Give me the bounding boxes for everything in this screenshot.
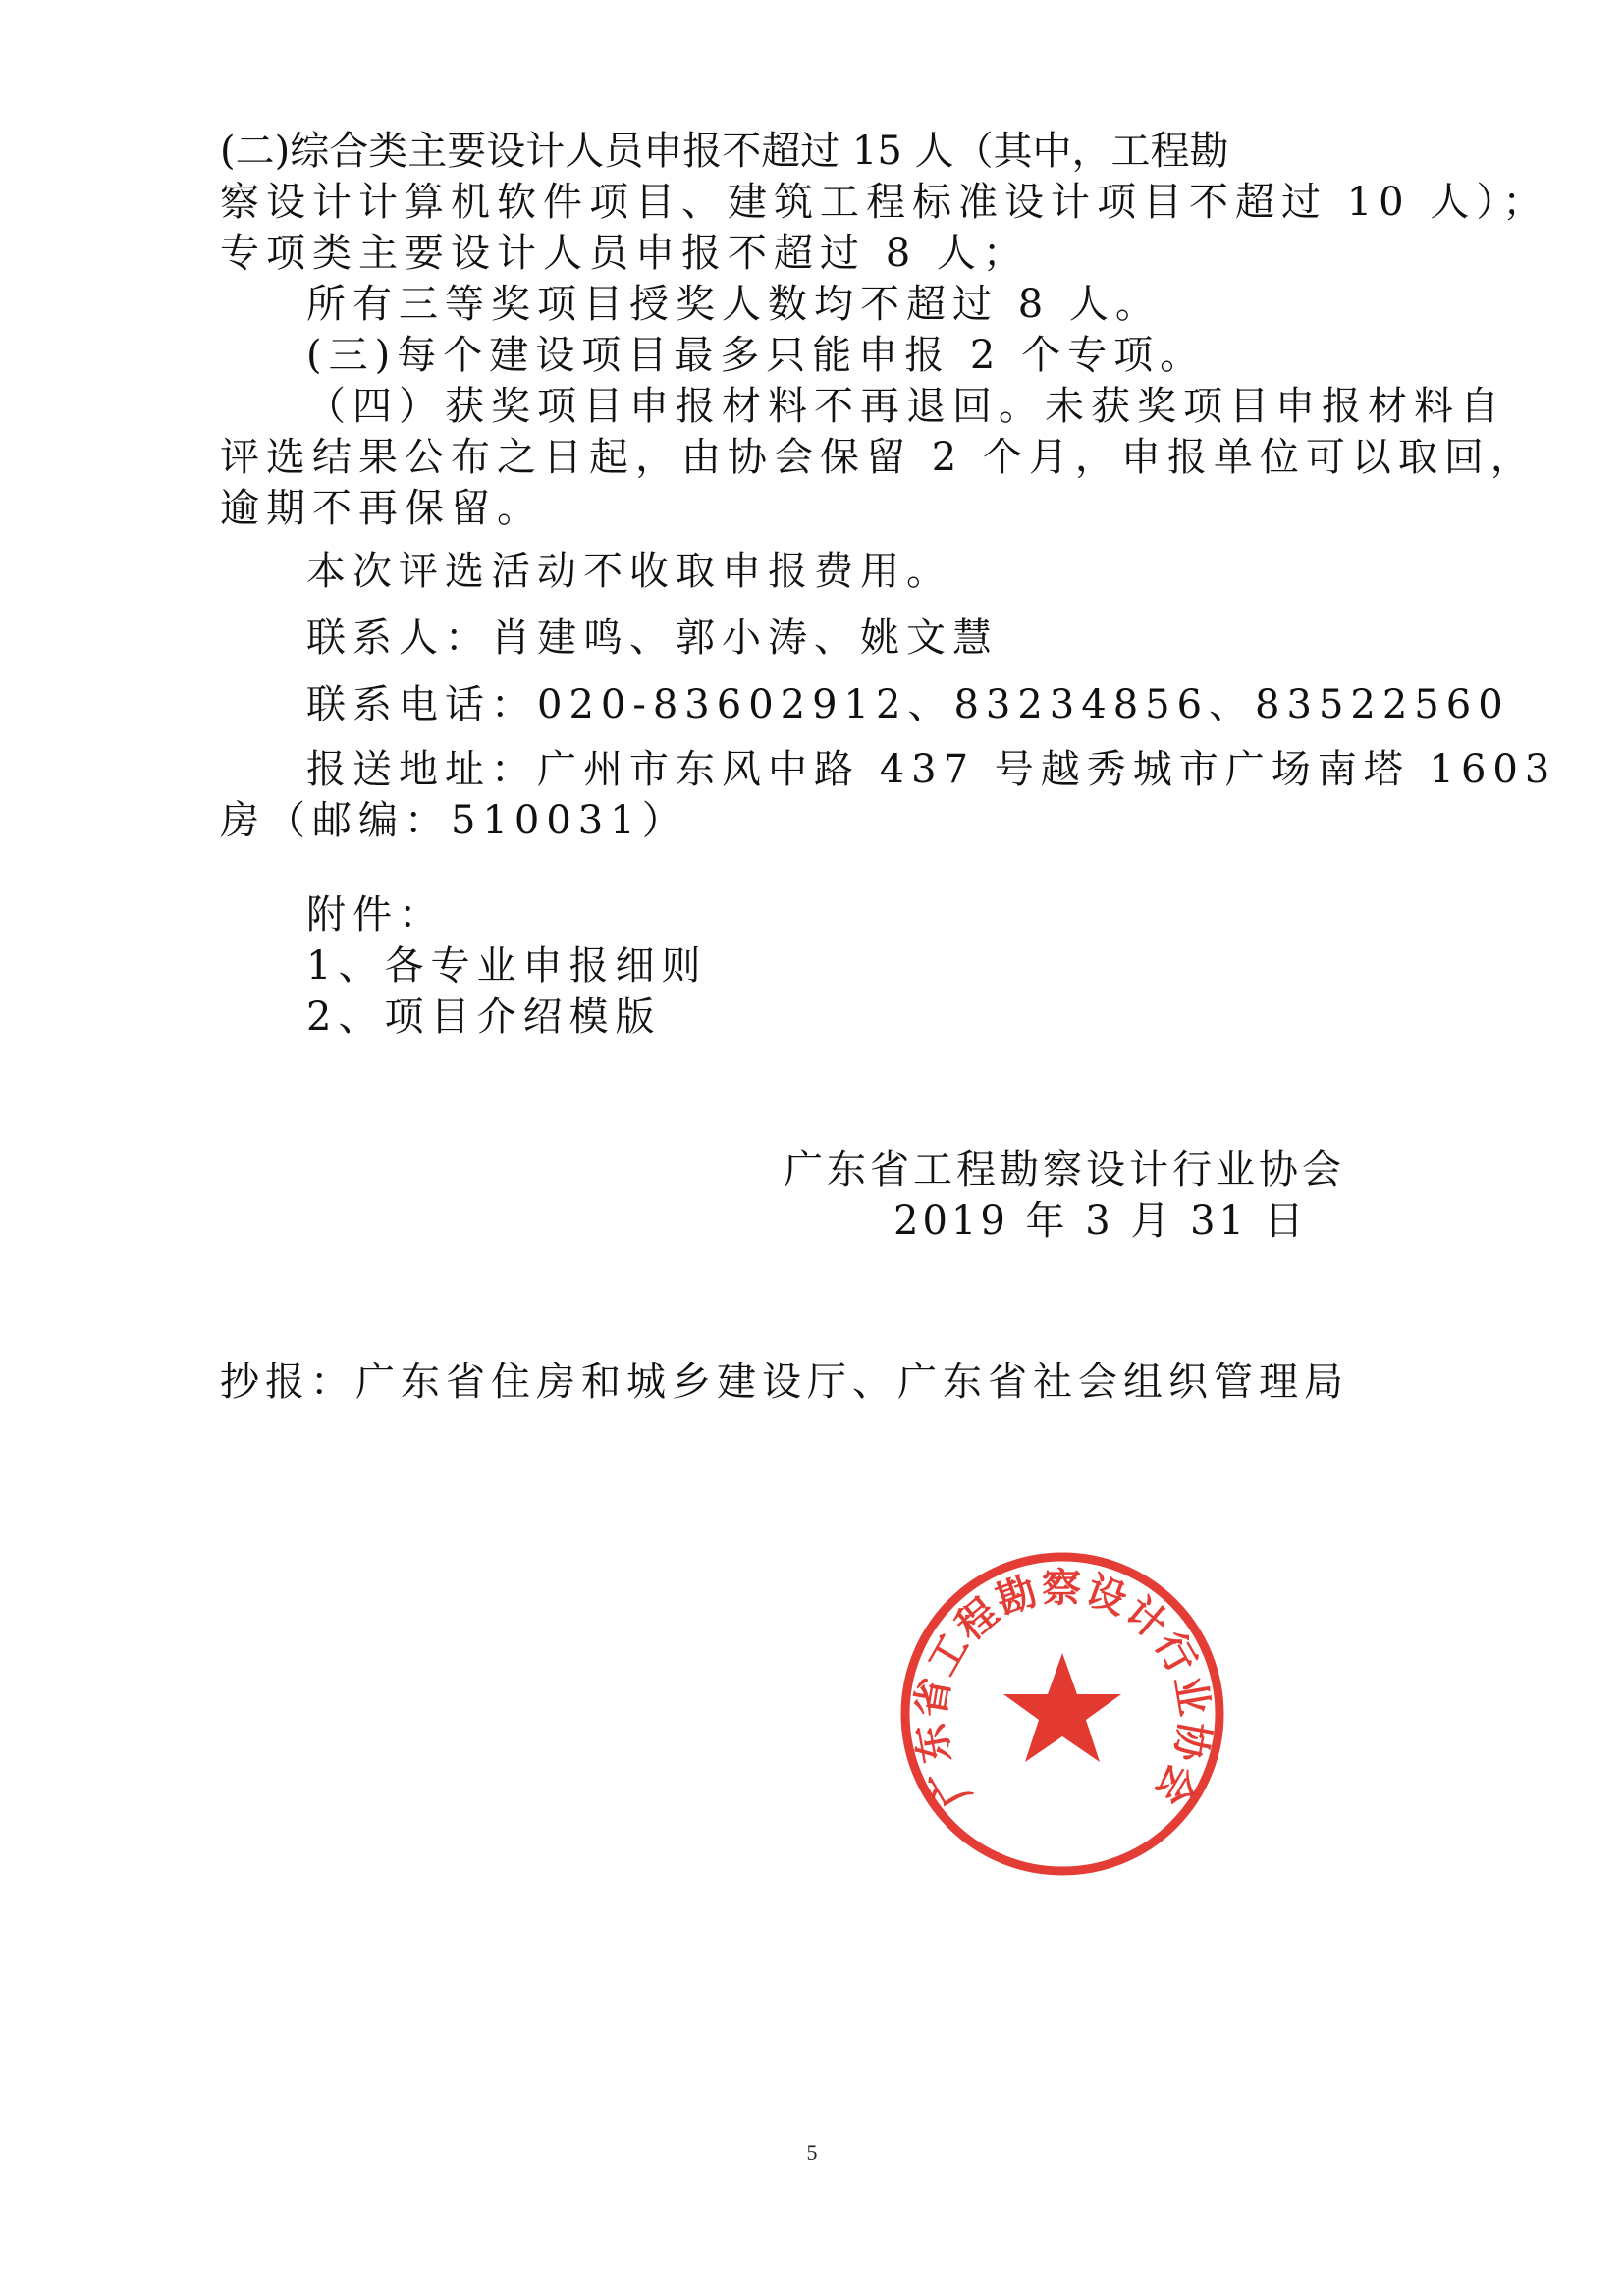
address-line-2: 房（邮编：510031） [220, 798, 688, 843]
paragraph-2-line-3: 专项类主要设计人员申报不超过 8 人； [220, 231, 1029, 276]
paragraph-4-line-1: （四）获奖项目申报材料不再退回。未获奖项目申报材料自 [306, 384, 1506, 429]
paragraph-4-line-2: 评选结果公布之日起，由协会保留 2 个月，申报单位可以取回， [220, 435, 1537, 480]
cc-line: 抄报：广东省住房和城乡建设厅、广东省社会组织管理局 [220, 1360, 1349, 1405]
contact-phone: 联系电话：020-83602912、83234856、83522560 [306, 682, 1510, 727]
page-number: 5 [806, 2140, 818, 2164]
official-seal [895, 1547, 1229, 1881]
paragraph-3: (三)每个建设项目最多只能申报 2 个专项。 [306, 333, 1207, 378]
attachment-item: 2、项目介绍模版 [306, 994, 662, 1040]
seal-text: 广东省工程勘察设计行业协会 [907, 1565, 1218, 1815]
paragraph-4-line-3: 逾期不再保留。 [220, 486, 543, 531]
seal-star-icon [1003, 1653, 1121, 1762]
signature-date: 2019 年 3 月 31 日 [893, 1199, 1308, 1244]
fee-note: 本次评选活动不收取申报费用。 [306, 549, 952, 594]
paragraph-2-line-4: 所有三等奖项目授奖人数均不超过 8 人。 [306, 282, 1162, 327]
attachment-item: 1、各专业申报细则 [306, 943, 708, 988]
signature-organization: 广东省工程勘察设计行业协会 [784, 1148, 1345, 1193]
address-line-1: 报送地址：广州市东风中路 437 号越秀城市广场南塔 1603 [306, 747, 1557, 792]
attachments-title: 附件： [306, 892, 445, 937]
paragraph-2-line-1: (二)综合类主要设计人员申报不超过 15 人（其中，工程勘 [220, 129, 1229, 174]
contact-persons: 联系人：肖建鸣、郭小涛、姚文慧 [306, 615, 999, 661]
paragraph-2-line-2: 察设计计算机软件项目、建筑工程标准设计项目不超过 10 人）； [220, 180, 1549, 225]
